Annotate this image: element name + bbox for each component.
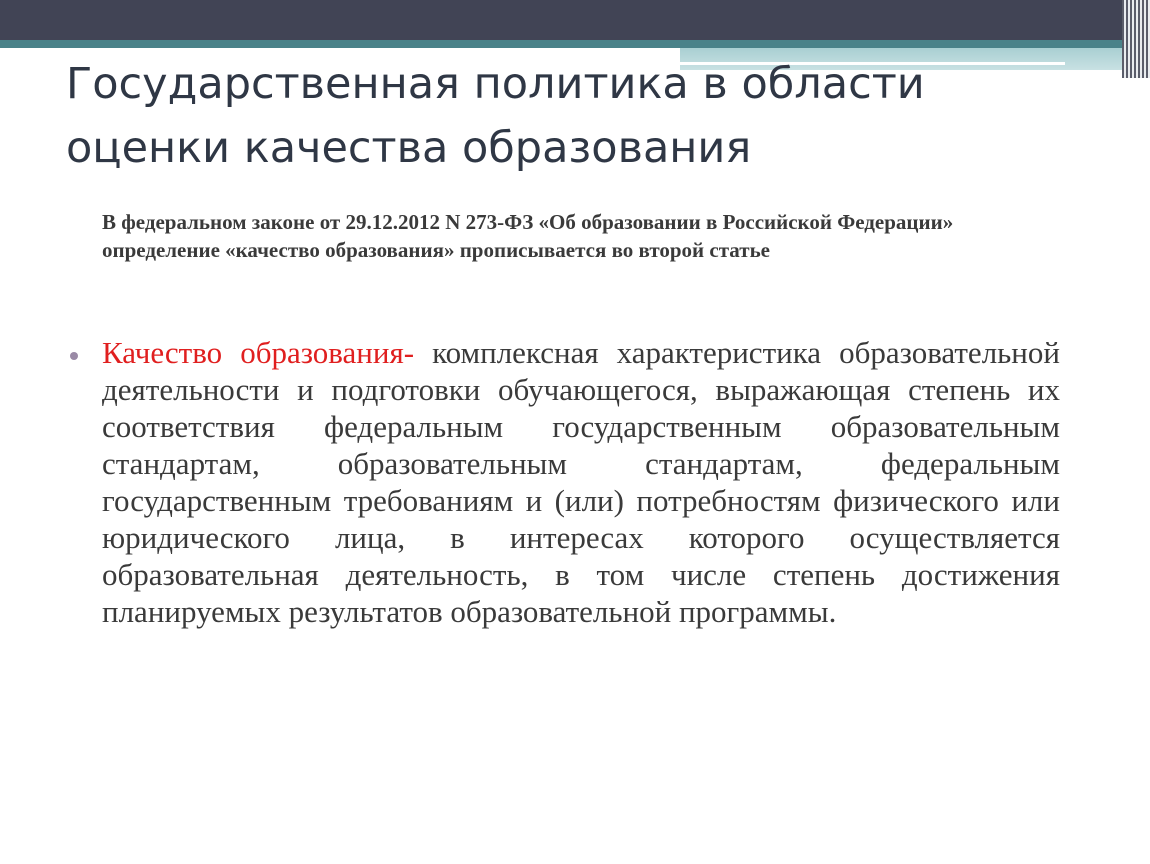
header-dark-band (0, 0, 1122, 40)
definition-term: Качество образования- (102, 335, 415, 370)
definition-text (102, 334, 1060, 630)
definition-body: комплексная характеристика образовательной деятельности и подготовки обучающегося, выражающая степень их соответствия федеральным государственным образовательным стандартам, образовательным стандартам, федеральным государственным требованиям и (или) потребностям физического или юридического лица, в интересах которого осуществляется образовательная деятельность, в том числе степень достижения планируемых результатов образовательной программы. (102, 335, 1060, 629)
slide-title: Государственная политика в области оценки качества образования (66, 59, 925, 173)
header-teal-band (0, 40, 1122, 48)
header-decoration (0, 0, 1150, 44)
definition-bullet (70, 334, 1060, 630)
intro-text: В федеральном законе от 29.12.2012 N 273-ФЗ «Об образовании в Российской Федерации» определение «качество образования» прописывается во второй статье (102, 210, 954, 262)
bullet-dot-icon (70, 352, 78, 360)
header-stripes (1122, 0, 1150, 78)
